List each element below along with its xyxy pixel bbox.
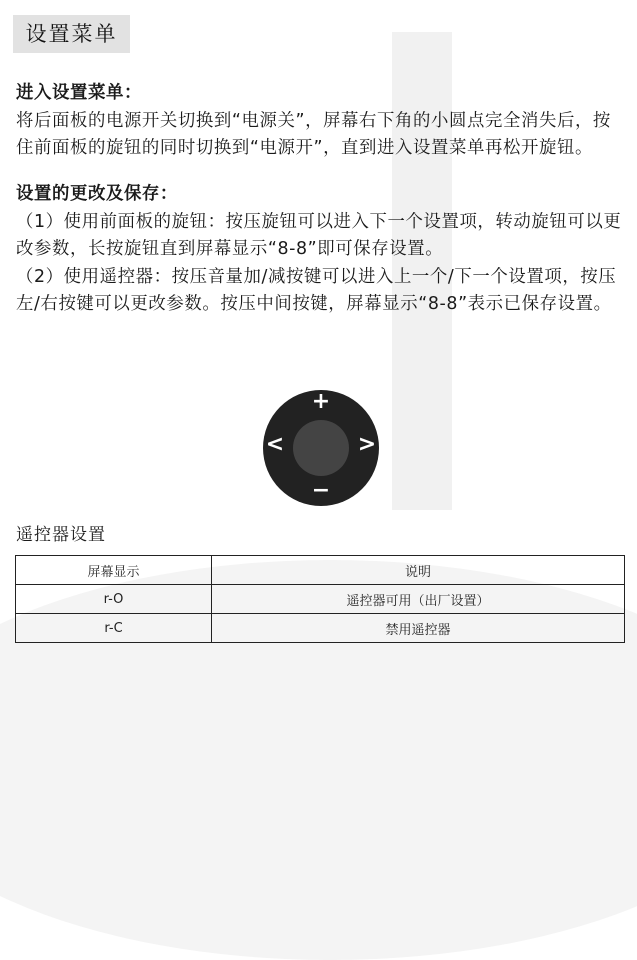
section-title: 设置菜单 — [13, 15, 130, 53]
row-display-code: r-O — [16, 585, 212, 614]
enter-menu-text: 将后面板的电源开关切换到“电源关”，屏幕右下角的小圆点完全消失后，按住前面板的旋钮的同时切换到“电源开”，直到进入设置菜单再松开旋钮。 — [16, 110, 611, 158]
row-display-code: r-C — [16, 614, 212, 643]
row-description: 禁用遥控器 — [212, 614, 625, 643]
change-save-section — [16, 181, 628, 319]
change-save-heading: 设置的更改及保存： — [16, 184, 178, 204]
table-row — [16, 585, 625, 614]
header-display: 屏幕显示 — [16, 556, 212, 585]
remote-settings-title: 遥控器设置 — [16, 525, 106, 545]
volume-plus-icon: + — [311, 389, 331, 414]
row-description: 遥控器可用（出厂设置） — [212, 585, 625, 614]
left-arrow-icon: < — [265, 432, 285, 457]
change-save-item-2: （2）使用遥控器：按压音量加/减按键可以进入上一个/下一个设置项，按压左/右按键可以更改参数。按压中间按键，屏幕显示“8-8”表示已保存设置。 — [16, 266, 617, 314]
remote-control-illustration — [263, 390, 379, 506]
remote-settings-table — [15, 555, 625, 643]
right-arrow-icon: > — [357, 432, 377, 457]
table-row — [16, 614, 625, 643]
volume-minus-icon: − — [311, 478, 331, 503]
remote-center-button — [293, 420, 349, 476]
header-description: 说明 — [212, 556, 625, 585]
enter-menu-section — [16, 80, 628, 163]
enter-menu-heading: 进入设置菜单： — [16, 83, 142, 103]
change-save-item-1: （1）使用前面板的旋钮：按压旋钮可以进入下一个设置项，转动旋钮可以更改参数，长按旋钮直到屏幕显示“8-8”即可保存设置。 — [16, 211, 622, 259]
table-header-row — [16, 556, 625, 585]
